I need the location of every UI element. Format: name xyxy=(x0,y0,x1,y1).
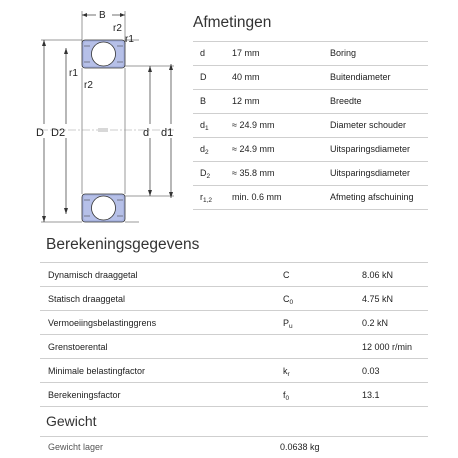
row-divider xyxy=(193,185,428,186)
symbol: d xyxy=(200,48,206,58)
dimension-description: Buitendiameter xyxy=(330,72,391,82)
dimension-value: ≈ 24.9 mm xyxy=(232,144,275,154)
row-divider xyxy=(40,286,428,287)
dimension-symbol xyxy=(200,72,207,82)
dimension-value: ≈ 35.8 mm xyxy=(232,168,275,178)
dimension-description: Diameter schouder xyxy=(330,120,407,130)
row-divider xyxy=(40,334,428,335)
dimension-symbol xyxy=(200,48,205,58)
label-d1: d1 xyxy=(161,127,174,139)
dimension-description: Breedte xyxy=(330,96,362,106)
row-divider xyxy=(193,209,428,210)
dimension-symbol xyxy=(200,120,209,130)
bearing-cross-section-drawing xyxy=(26,6,186,228)
dimension-symbol xyxy=(200,192,212,202)
symbol-subscript: 0 xyxy=(285,395,290,402)
calc-name: Minimale belastingfactor xyxy=(48,366,146,376)
label-r1-top: r1 xyxy=(125,34,134,45)
calc-value: 0.2 kN xyxy=(362,318,389,328)
calc-value: 12 000 r/min xyxy=(362,342,413,352)
label-b: B xyxy=(99,10,106,21)
calc-name: Statisch draaggetal xyxy=(48,294,126,304)
row-divider xyxy=(193,89,428,90)
label-d-outer: D xyxy=(36,127,44,139)
symbol-subscript: 0 xyxy=(289,299,294,306)
weight-value: 0.0638 kg xyxy=(280,442,320,452)
dimension-description: Uitsparingsdiameter xyxy=(330,168,411,178)
dimensions-title: Afmetingen xyxy=(193,14,272,31)
weight-title: Gewicht xyxy=(46,413,97,429)
calc-name: Berekeningsfactor xyxy=(48,390,121,400)
row-divider xyxy=(193,113,428,114)
row-divider xyxy=(40,262,428,263)
dimension-value: 40 mm xyxy=(232,72,260,82)
symbol-subscript: 1 xyxy=(205,125,209,132)
calc-name: Dynamisch draaggetal xyxy=(48,270,138,280)
symbol-subscript: 1,2 xyxy=(203,197,213,204)
dimension-value: min. 0.6 mm xyxy=(232,192,282,202)
calc-symbol xyxy=(283,390,289,400)
symbol: r xyxy=(200,192,203,202)
row-divider xyxy=(193,137,428,138)
row-divider xyxy=(193,65,428,66)
symbol: P xyxy=(283,318,290,328)
dimension-description: Uitsparingsdiameter xyxy=(330,144,411,154)
calc-value: 4.75 kN xyxy=(362,294,394,304)
dimension-symbol xyxy=(200,144,209,154)
row-divider xyxy=(193,41,428,42)
symbol-subscript: 2 xyxy=(206,173,211,180)
row-divider xyxy=(40,436,428,437)
calc-title: Berekeningsgegevens xyxy=(46,236,200,253)
calc-symbol xyxy=(283,366,290,376)
row-divider xyxy=(40,406,428,407)
calc-value: 0.03 xyxy=(362,366,380,376)
dimension-symbol xyxy=(200,96,206,106)
symbol: d xyxy=(200,120,206,130)
row-divider xyxy=(193,161,428,162)
symbol-subscript: u xyxy=(289,323,293,330)
row-divider xyxy=(40,310,428,311)
dimension-description: Afmeting afschuining xyxy=(330,192,414,202)
symbol-subscript: 2 xyxy=(205,149,209,156)
calc-symbol xyxy=(283,270,290,280)
symbol: D xyxy=(200,168,207,178)
label-d-bore: d xyxy=(143,127,150,139)
weight-name: Gewicht lager xyxy=(48,442,104,452)
symbol: k xyxy=(283,366,288,376)
dimension-value: 17 mm xyxy=(232,48,260,58)
dimension-description: Boring xyxy=(330,48,357,58)
row-divider xyxy=(40,358,428,359)
calc-symbol xyxy=(283,318,293,328)
row-divider xyxy=(40,382,428,383)
symbol: d xyxy=(200,144,206,154)
dimension-value: ≈ 24.9 mm xyxy=(232,120,275,130)
label-r2-left: r2 xyxy=(84,80,93,91)
symbol: C xyxy=(283,270,290,280)
symbol: D xyxy=(200,72,207,82)
dimension-value: 12 mm xyxy=(232,96,260,106)
symbol: C xyxy=(283,294,290,304)
symbol-subscript: r xyxy=(287,371,290,378)
symbol: B xyxy=(200,96,207,106)
symbol: f xyxy=(283,390,286,400)
calc-name: Vermoeiingsbelastinggrens xyxy=(48,318,157,328)
calc-name: Grenstoerental xyxy=(48,342,108,352)
label-r2-top: r2 xyxy=(113,23,122,34)
label-r1-left: r1 xyxy=(69,68,78,79)
dimension-symbol xyxy=(200,168,210,178)
label-d2: D2 xyxy=(51,127,66,139)
calc-value: 13.1 xyxy=(362,390,380,400)
calc-value: 8.06 kN xyxy=(362,270,394,280)
calc-symbol xyxy=(283,294,293,304)
